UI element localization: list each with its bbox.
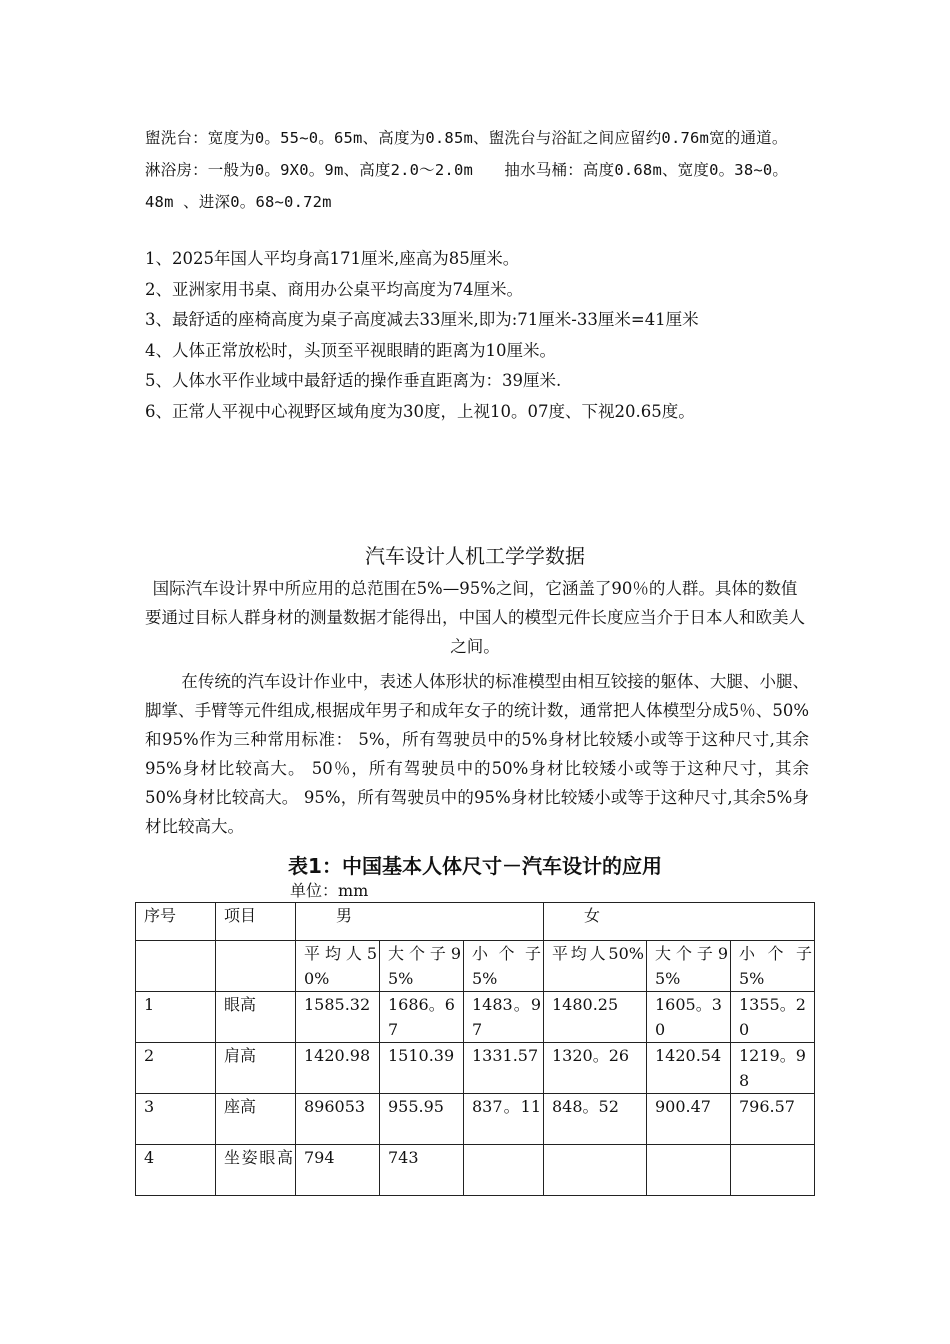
table-cell: 1420.98	[296, 1043, 380, 1094]
fact-item: 5、人体水平作业域中最舒适的操作垂直距离为：39厘米.	[145, 371, 562, 390]
table-cell: 837。11	[464, 1094, 544, 1145]
table-cell: 1480.25	[544, 992, 647, 1043]
header-index: 序号	[136, 903, 216, 941]
table-cell: 1483。97	[464, 992, 544, 1043]
bathroom-dimensions-paragraph: 盥洗台：宽度为0。55~0。65m、高度为0.85m、盥洗台与浴缸之间应留约0.76m宽的通道。 淋浴房：一般为0。9X0。9m、高度2.0～2.0m 抽水马桶：高度0.68m、宽度0。38~0。48m 、进深0。68~0.72m	[145, 129, 812, 211]
body-paragraph	[145, 667, 809, 841]
table-cell	[464, 1145, 544, 1196]
table-row	[136, 1094, 815, 1145]
row-item: 肩高	[216, 1043, 296, 1094]
row-item: 眼高	[216, 992, 296, 1043]
table-cell: 1219。98	[731, 1043, 815, 1094]
bathroom-dimensions-text	[145, 122, 815, 218]
table-cell: 900.47	[647, 1094, 731, 1145]
row-index: 3	[136, 1094, 216, 1145]
table-header-row	[136, 903, 815, 941]
table-title: 表1：中国基本人体尺寸－汽车设计的应用	[288, 854, 662, 878]
table-cell: 1605。30	[647, 992, 731, 1043]
body-dimensions-table	[135, 902, 815, 1196]
table-cell: 896053	[296, 1094, 380, 1145]
subheader-cell: 小个子5%	[464, 941, 544, 992]
subheader-cell: 大个子95%	[647, 941, 731, 992]
row-index: 4	[136, 1145, 216, 1196]
row-item: 座高	[216, 1094, 296, 1145]
table-cell	[647, 1145, 731, 1196]
table-cell: 1585.32	[296, 992, 380, 1043]
table-cell	[731, 1145, 815, 1196]
table-cell	[544, 1145, 647, 1196]
fact-item: 6、正常人平视中心视野区域角度为30度，上视10。07度、下视20.65度。	[145, 401, 695, 421]
table-cell: 1355。20	[731, 992, 815, 1043]
table-cell: 955.95	[380, 1094, 464, 1145]
table-row	[136, 1145, 815, 1196]
subheader-cell: 平均人50%	[296, 941, 380, 992]
table-row	[136, 992, 815, 1043]
table-cell: 1331.57	[464, 1043, 544, 1094]
table-cell: 743	[380, 1145, 464, 1196]
fact-item: 1、2025年国人平均身高171厘米,座高为85厘米。	[145, 249, 520, 268]
empty-cell	[216, 941, 296, 992]
fact-item: 4、人体正常放松时，头顶至平视眼睛的距离为10厘米。	[145, 340, 556, 360]
table-cell: 1510.39	[380, 1043, 464, 1094]
table-cell: 1320。26	[544, 1043, 647, 1094]
table-cell: 796.57	[731, 1094, 815, 1145]
table-cell: 1420.54	[647, 1043, 731, 1094]
table-subheader-row	[136, 941, 815, 992]
subheader-cell: 小个子5%	[731, 941, 815, 992]
fact-item: 3、最舒适的座椅高度为桌子高度减去33厘米,即为:71厘米-33厘米=41厘米	[145, 310, 699, 329]
intro-paragraph: 国际汽车设计界中所应用的总范围在5%—95%之间，它涵盖了90％的人群。具体的数值要通过目标人群身材的测量数据才能得出，中国人的模型元件长度应当介于日本人和欧美人之间。	[145, 579, 805, 656]
table-row	[136, 1043, 815, 1094]
section-title: 汽车设计人机工学学数据	[365, 544, 585, 568]
ergonomic-facts-list	[145, 244, 825, 427]
table-cell: 848。52	[544, 1094, 647, 1145]
header-male: 男	[296, 903, 544, 941]
fact-item: 2、亚洲家用书桌、商用办公桌平均高度为74厘米。	[145, 279, 523, 299]
row-index: 1	[136, 992, 216, 1043]
table-cell: 1686。67	[380, 992, 464, 1043]
subheader-cell: 大个子95%	[380, 941, 464, 992]
empty-cell	[136, 941, 216, 992]
subheader-cell: 平均人50%	[544, 941, 647, 992]
table-unit: 单位：mm	[290, 881, 369, 900]
row-index: 2	[136, 1043, 216, 1094]
body-paragraph-text: 在传统的汽车设计作业中，表述人体形状的标准模型由相互铰接的躯体、大腿、小腿、脚掌、手臂等元件组成,根据成年男子和成年女子的统计数，通常把人体模型分成5％、50%和95%作为三种常用标准： 5%，所有驾驶员中的5%身材比较矮小或等于这种尺寸,其余95%身材比较高大。 50％，所有驾驶员中的50%身材比较矮小或等于这种尺寸，其余50%身材比较高大。 95%，所有驾驶员中的95%身材比较矮小或等于这种尺寸,其余5%身材比较高大。	[145, 672, 809, 836]
header-item: 项目	[216, 903, 296, 941]
header-female: 女	[544, 903, 815, 941]
table-cell: 794	[296, 1145, 380, 1196]
row-item: 坐姿眼高	[216, 1145, 296, 1196]
